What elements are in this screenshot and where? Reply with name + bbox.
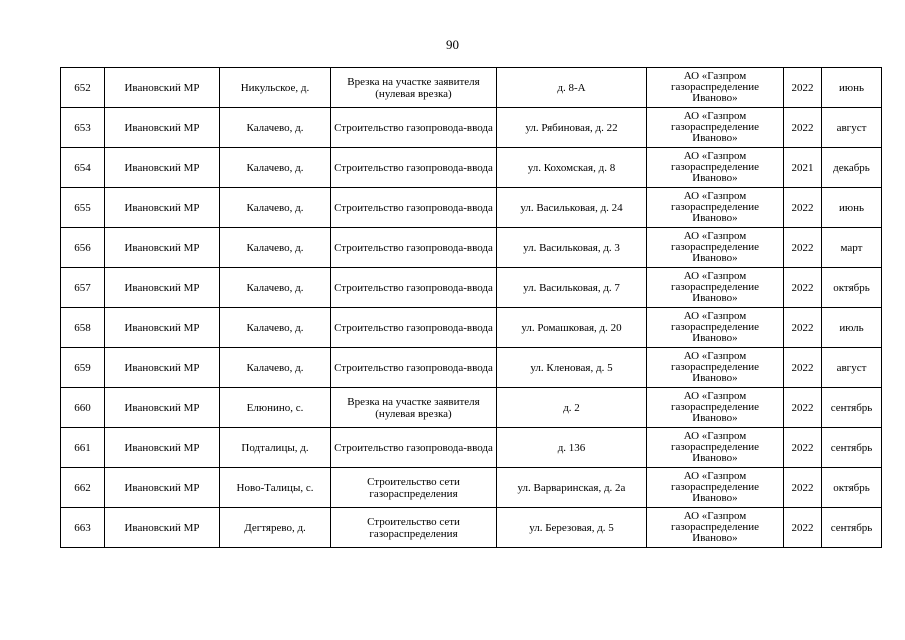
year-cell: 2022 bbox=[784, 68, 822, 108]
work-type-cell: Врезка на участке заявителя (нулевая врезка) bbox=[331, 68, 497, 108]
year-cell: 2022 bbox=[784, 508, 822, 548]
work-type-cell: Строительство газопровода-ввода bbox=[331, 268, 497, 308]
organization-cell: АО «Газпром газораспределение Иваново» bbox=[647, 108, 784, 148]
organization-cell: АО «Газпром газораспределение Иваново» bbox=[647, 348, 784, 388]
month-cell: март bbox=[822, 228, 882, 268]
district-cell: Ивановский МР bbox=[105, 428, 220, 468]
table-row bbox=[61, 508, 882, 548]
work-type-cell: Врезка на участке заявителя (нулевая врезка) bbox=[331, 388, 497, 428]
address-cell: д. 8-А bbox=[497, 68, 647, 108]
organization-cell: АО «Газпром газораспределение Иваново» bbox=[647, 508, 784, 548]
table-row bbox=[61, 388, 882, 428]
gasification-table bbox=[60, 67, 882, 548]
work-type-cell: Строительство сети газораспределения bbox=[331, 468, 497, 508]
table-row bbox=[61, 148, 882, 188]
table-row bbox=[61, 188, 882, 228]
organization-cell: АО «Газпром газораспределение Иваново» bbox=[647, 308, 784, 348]
work-type-cell: Строительство сети газораспределения bbox=[331, 508, 497, 548]
district-cell: Ивановский МР bbox=[105, 308, 220, 348]
organization-cell: АО «Газпром газораспределение Иваново» bbox=[647, 228, 784, 268]
organization-cell: АО «Газпром газораспределение Иваново» bbox=[647, 148, 784, 188]
organization-cell: АО «Газпром газораспределение Иваново» bbox=[647, 468, 784, 508]
row-number-cell: 655 bbox=[61, 188, 105, 228]
locality-cell: Калачево, д. bbox=[220, 348, 331, 388]
work-type-cell: Строительство газопровода-ввода bbox=[331, 148, 497, 188]
address-cell: ул. Рябиновая, д. 22 bbox=[497, 108, 647, 148]
organization-cell: АО «Газпром газораспределение Иваново» bbox=[647, 268, 784, 308]
page-number: 90 bbox=[446, 37, 459, 52]
address-cell: ул. Васильковая, д. 24 bbox=[497, 188, 647, 228]
table-row bbox=[61, 348, 882, 388]
year-cell: 2022 bbox=[784, 308, 822, 348]
locality-cell: Калачево, д. bbox=[220, 268, 331, 308]
locality-cell: Калачево, д. bbox=[220, 108, 331, 148]
address-cell: ул. Васильковая, д. 3 bbox=[497, 228, 647, 268]
table-row bbox=[61, 308, 882, 348]
district-cell: Ивановский МР bbox=[105, 388, 220, 428]
organization-cell: АО «Газпром газораспределение Иваново» bbox=[647, 188, 784, 228]
row-number-cell: 654 bbox=[61, 148, 105, 188]
work-type-cell: Строительство газопровода-ввода bbox=[331, 108, 497, 148]
year-cell: 2022 bbox=[784, 268, 822, 308]
table-row bbox=[61, 108, 882, 148]
address-cell: ул. Кленовая, д. 5 bbox=[497, 348, 647, 388]
year-cell: 2022 bbox=[784, 188, 822, 228]
row-number-cell: 657 bbox=[61, 268, 105, 308]
district-cell: Ивановский МР bbox=[105, 508, 220, 548]
organization-cell: АО «Газпром газораспределение Иваново» bbox=[647, 68, 784, 108]
district-cell: Ивановский МР bbox=[105, 268, 220, 308]
month-cell: июнь bbox=[822, 188, 882, 228]
district-cell: Ивановский МР bbox=[105, 108, 220, 148]
locality-cell: Дегтярево, д. bbox=[220, 508, 331, 548]
year-cell: 2022 bbox=[784, 348, 822, 388]
locality-cell: Ново-Талицы, с. bbox=[220, 468, 331, 508]
row-number-cell: 656 bbox=[61, 228, 105, 268]
district-cell: Ивановский МР bbox=[105, 228, 220, 268]
locality-cell: Калачево, д. bbox=[220, 308, 331, 348]
year-cell: 2022 bbox=[784, 228, 822, 268]
year-cell: 2022 bbox=[784, 428, 822, 468]
year-cell: 2022 bbox=[784, 468, 822, 508]
month-cell: сентябрь bbox=[822, 508, 882, 548]
month-cell: октябрь bbox=[822, 268, 882, 308]
row-number-cell: 659 bbox=[61, 348, 105, 388]
row-number-cell: 663 bbox=[61, 508, 105, 548]
month-cell: июнь bbox=[822, 68, 882, 108]
address-cell: ул. Васильковая, д. 7 bbox=[497, 268, 647, 308]
work-type-cell: Строительство газопровода-ввода bbox=[331, 228, 497, 268]
year-cell: 2022 bbox=[784, 108, 822, 148]
district-cell: Ивановский МР bbox=[105, 188, 220, 228]
row-number-cell: 653 bbox=[61, 108, 105, 148]
month-cell: август bbox=[822, 348, 882, 388]
table-row bbox=[61, 228, 882, 268]
organization-cell: АО «Газпром газораспределение Иваново» bbox=[647, 388, 784, 428]
month-cell: июль bbox=[822, 308, 882, 348]
table-row bbox=[61, 428, 882, 468]
month-cell: сентябрь bbox=[822, 428, 882, 468]
district-cell: Ивановский МР bbox=[105, 468, 220, 508]
month-cell: октябрь bbox=[822, 468, 882, 508]
year-cell: 2021 bbox=[784, 148, 822, 188]
row-number-cell: 660 bbox=[61, 388, 105, 428]
table-body bbox=[61, 68, 882, 548]
work-type-cell: Строительство газопровода-ввода bbox=[331, 428, 497, 468]
month-cell: август bbox=[822, 108, 882, 148]
month-cell: декабрь bbox=[822, 148, 882, 188]
organization-cell: АО «Газпром газораспределение Иваново» bbox=[647, 428, 784, 468]
address-cell: ул. Варваринская, д. 2а bbox=[497, 468, 647, 508]
district-cell: Ивановский МР bbox=[105, 148, 220, 188]
address-cell: ул. Березовая, д. 5 bbox=[497, 508, 647, 548]
address-cell: ул. Ромашковая, д. 20 bbox=[497, 308, 647, 348]
row-number-cell: 652 bbox=[61, 68, 105, 108]
row-number-cell: 658 bbox=[61, 308, 105, 348]
work-type-cell: Строительство газопровода-ввода bbox=[331, 188, 497, 228]
table-row bbox=[61, 268, 882, 308]
address-cell: д. 2 bbox=[497, 388, 647, 428]
row-number-cell: 662 bbox=[61, 468, 105, 508]
district-cell: Ивановский МР bbox=[105, 348, 220, 388]
month-cell: сентябрь bbox=[822, 388, 882, 428]
locality-cell: Калачево, д. bbox=[220, 148, 331, 188]
year-cell: 2022 bbox=[784, 388, 822, 428]
locality-cell: Никульское, д. bbox=[220, 68, 331, 108]
locality-cell: Подталицы, д. bbox=[220, 428, 331, 468]
work-type-cell: Строительство газопровода-ввода bbox=[331, 308, 497, 348]
locality-cell: Калачево, д. bbox=[220, 188, 331, 228]
address-cell: д. 136 bbox=[497, 428, 647, 468]
table-row bbox=[61, 468, 882, 508]
row-number-cell: 661 bbox=[61, 428, 105, 468]
district-cell: Ивановский МР bbox=[105, 68, 220, 108]
address-cell: ул. Кохомская, д. 8 bbox=[497, 148, 647, 188]
locality-cell: Елюнино, с. bbox=[220, 388, 331, 428]
locality-cell: Калачево, д. bbox=[220, 228, 331, 268]
work-type-cell: Строительство газопровода-ввода bbox=[331, 348, 497, 388]
table-row bbox=[61, 68, 882, 108]
